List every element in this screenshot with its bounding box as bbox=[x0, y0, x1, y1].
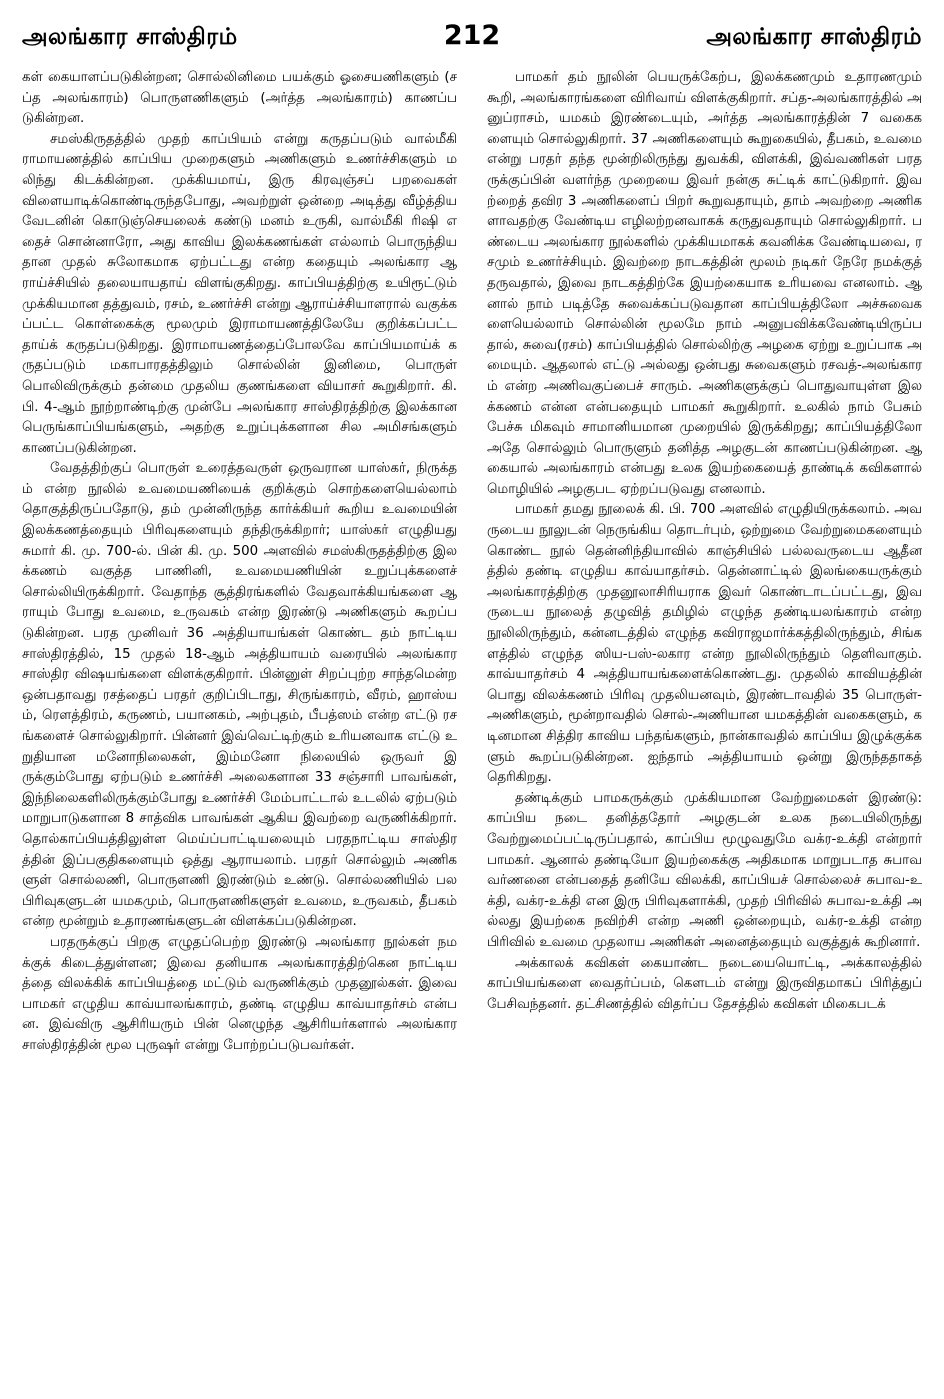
paragraph: பாமகர் தமது நூலைக் கி. பி. 700 அளவில் எழுதியிருக்கலாம். அவருடைய நூலுடன் நெருங்கிய தொடர்பும், ஒற்றுமை வேற்றுமைகளையும் கொண்ட நூல் தென்னிந்தியாவில் காஞ்சியில் பல்லவருடைய ஆதீனத்தில் தண்டி எழுதிய காவ்யாதர்சம். தென்னாட்டில் இலங்கையருக்கும் அலங்காரத்திற்கு முதனூலாசிரியராக இவர் கொண்டாடப்பட்டது, இவருடைய நூலைத் தழுவித் தமிழில் எழுந்த தண்டியலங்காரம் என்ற நூலிலிருந்தும், கன்னடத்தில் எழுந்த கவிராஜமார்க்கத்திலிருந்தும், சிங்களத்தில் எழுந்த ஸிய-பஸ்-லகார என்ற நூலிலிருந்தும் தெளிவாகும். காவ்யாதர்சம் 4 அத்தியாயங்களைக்கொண்டது. முதலில் காவியத்தின் பொது விலக்கணம் பிரிவு முதலியனவும், இரண்டாவதில் 35 பொருள்-அணிகளும், மூன்றாவதில் சொல்-அணியான யமகத்தின் வகைகளும், கடினமான சித்திர காவிய பந்தங்களும், நான்காவதில் காப்பிய இழுக்குக்களும் கூறப்படுகின்றன. ஐந்தாம் அத்தியாயம் ஒன்று இருந்ததாகத் தெரிகிறது. bbox=[487, 502, 922, 786]
paragraph: சமஸ்கிருதத்தில் முதற் காப்பியம் என்று கருதப்படும் வால்மீகி ராமாயணத்தில் காப்பிய முறைகளும் அணிகளும் உணர்ச்சிகளும் மலிந்து கிடக்கின்றன. முக்கியமாய், இரு கிரவுஞ்சப் பறவைகள் விளையாடிக்கொண்டிருந்தபோது, அவற்றுள் ஒன்றை அடித்து வீழ்த்திய வேடனின் கொடுஞ்செயலைக் கண்டு மனம் உருகி, வால்மீகி ரிஷி எதைச் சொன்னாரோ, அது காவிய இலக்கணங்கள் எல்லாம் பொருந்தியதான முதல் சுலோகமாக ஏற்பட்டது என்ற கதையும் அலங்கார ஆராய்ச்சியில் தலையாயதாய் விளங்குகிறது. காப்பியத்திற்கு உயிரூட்டும் முக்கியமான தத்துவம், ரசம், உணர்ச்சி என்று ஆராய்ச்சியாளரால் வகுக்கப்பட்ட கொள்கைக்கு மூலமும் இராமாயணத்திலேயே குறிக்கப்பட்டதாய்க் கருதப்படுகிறது. இராமாயணத்தைப்போலவே காப்பியமாய்க் கருதப்படும் மகாபாரதத்திலும் சொல்லின் இனிமை, பொருள் பொலிவிருக்கும் தன்மை முதலிய குணங்களை வியாசர் கூறுகிறார். கி. பி. 4-ஆம் நூற்றாண்டிற்கு முன்பே அலங்கார சாஸ்திரத்திற்கு இலக்கான பெருங்காப்பியங்களும், அதற்கு உறுப்புக்களான சில அமிசங்களும் காணப்படுகின்றன. bbox=[22, 131, 457, 456]
paragraph: அக்காலக் கவிகள் கையாண்ட நடையையொட்டி, அக்காலத்தில் காப்பியங்களை வைதர்ப்பம், கௌடம் என்று இருவிதமாகப் பிரித்துப் பேசிவந்தனர். தட்சிணத்தில் விதர்ப்ப தேசத்தில் கவிகள் மிகைபடக் bbox=[487, 955, 922, 1012]
text-columns bbox=[22, 68, 922, 1393]
paragraph: பாமகர் தம் நூலின் பெயருக்கேற்ப, இலக்கணமும் உதாரணமும் கூறி, அலங்காரங்களை விரிவாய் விளக்குகிறார். சப்த-அலங்காரத்தில் அனுப்ராசம், யமகம் இரண்டையும், அர்த்த அலங்காரத்தின் 7 வகைகளையும் சொல்லுகிறார். 37 அணிகளையும் கூறுகையில், தீபகம், உவமை என்று பரதர் தந்த மூன்றிலிருந்து துவக்கி, விளக்கி, இவ்வணிகள் பரதருக்குப்பின் வளர்ந்த முறையை இவர் நன்கு சுட்டிக் காட்டுகிறார். இவற்றைத் தவிர 3 அணிகளைப் பிறர் கூறுவதாயும், தாம் அவற்றை அணிகளாவதற்கு வேண்டிய எழிலற்றனவாகக் கருதுவதாயும் சொல்லுகிறார். பண்டைய அலங்கார நூல்களில் முக்கியமாகக் கவனிக்க வேண்டியவை, ரசமும் உணர்ச்சியும். இவற்றை நாடகத்தின் மூலம் நடிகர் நேரே நமக்குத் தருவதால், இவை நாடகத்திற்கே இயற்கையாக உரியவை எனலாம். ஆனால் நாம் படித்தே சுவைக்கப்படுவதான காப்பியத்திலோ அச்சுவைகளையெல்லாம் சொல்லின் மூலமே நாம் அனுபவிக்கவேண்டியிருப்பதால், சுவை(ரசம்) காப்பியத்தில் சொல்லிற்கு அழகை ஏற்று உறுப்பாக அமையும். ஆதலால் எட்டு அல்லது ஒன்பது சுவைகளும் ரசவத்-அலங்காரம் என்ற அணிவகுப்பைச் சாரும். அணிகளுக்குப் பொதுவாயுள்ள இலக்கணம் என்ன என்பதையும் பாமகர் கூறுகிறார். உலகில் நாம் பேசும் பேச்சு மிகவும் சாமானியமான முறையில் இருக்கிறது; காப்பியத்திலோ அதே சொல்லும் பொருளும் தனித்த அழகுடன் காணப்படுகின்றன. ஆகையால் அலங்காரம் என்பது உலக இயற்கையைத் தாண்டிக் கவிகளால் மொழியில் அழகுபட ஏற்றப்படுவது எனலாம். bbox=[487, 70, 922, 497]
right-column bbox=[487, 68, 922, 1393]
paragraph: கள் கையாளப்படுகின்றன; சொல்லினிமை பயக்கும் ஓசையணிகளும் (சப்த அலங்காரம்) பொருளணிகளும் (அர்த்த அலங்காரம்) காணப்படுகின்றன. bbox=[22, 70, 457, 127]
paragraph: வேதத்திற்குப் பொருள் உரைத்தவருள் ஒருவரான யாஸ்கர், நிருக்தம் என்ற நூலில் உவமையணியைக் குறிக்கும் சொற்களையெல்லாம் தொகுத்திருப்பதோடு, தம் முன்னிருந்த கார்க்கியர் கூறிய உவமையின் இலக்கணத்தையும் பிரிவுகளையும் தந்திருக்கிறார்; யாஸ்கர் எழுதியது சுமார் கி. மு. 700-ல். பின் கி. மு. 500 அளவில் சமஸ்கிருதத்திற்கு இலக்கணம் வகுத்த பாணினி, உவமையணியின் உறுப்புக்களைச் சொல்லியிருக்கிறார். வேதாந்த சூத்திரங்களில் வேதவாக்கியங்களை ஆராயும் போது உவமை, உருவகம் என்ற இரண்டு அணிகளும் கூறப்படுகின்றன. பரத முனிவர் 36 அத்தியாயங்கள் கொண்ட தம் நாட்டிய சாஸ்திரத்தில், 15 முதல் 18-ஆம் அத்தியாயம் வரையில் அலங்கார சாஸ்திர விஷயங்களை விளக்குகிறார். பின்னுள் சிறப்புற்ற சாந்தமென்ற ஒன்பதாவது ரசத்தைப் பரதர் குறிப்பிடாது, சிருங்காரம், வீரம், ஹாஸ்யம், ரௌத்திரம், கருணம், பயானகம், அற்புதம், பீபத்ஸம் என்ற எட்டு ரசங்களைச் சொல்லுகிறார். பின்னர் இவ்வெட்டிற்கும் உரியனவாக எட்டு உறுதியான மனோநிலைகள், இம்மனோ நிலையில் ஒருவர் இருக்கும்போது ஏற்படும் உணர்ச்சி அலைகளான 33 சஞ்சாரி பாவங்கள், இந்நிலைகளிலிருக்கும்போது உணர்ச்சி மேம்பாட்டால் உடலில் ஏற்படும் மாறுபாடுகளான 8 சாத்விக பாவங்கள் ஆகிய இவற்றை வருணிக்கிறார். தொல்காப்பியத்திலுள்ள மெய்ப்பாட்டியலையும் பரதநாட்டிய சாஸ்திரத்தின் இப்பகுதிகளையும் ஒத்து ஆராயலாம். பரதர் சொல்லும் அணிகளுள் சொல்லணி, பொருளணி இரண்டும் உண்டு. சொல்லணியில் பல பிரிவுகளுடன் யமகமும், பொருளணிகளுள் உவமை, உருவகம், தீபகம் என்ற மூன்றும் உதாரணங்களுடன் விளக்கப்படுகின்றன. bbox=[22, 461, 457, 930]
paragraph: தண்டிக்கும் பாமகருக்கும் முக்கியமான வேற்றுமைகள் இரண்டு: காப்பிய நடை தனித்ததோர் அழகுடன் உலக நடையிலிருந்து வேற்றுமைப்பட்டிருப்பதால், காப்பிய மூழுவதுமே வக்ர-உக்தி என்றார் பாமகர். ஆனால் தண்டியோ இயற்கைக்கு அதிகமாக மாறுபடாத சுபாவ வர்ணனை என்பதைத் தனியே விலக்கி, காப்பியச் சொல்லைச் சுபாவ-உக்தி, வக்ர-உக்தி என இரு பிரிவுகளாக்கி, முதற் பிரிவில் சுபாவ-உக்தி அல்லது இயற்கை நவிற்சி என்ற அணி ஒன்றையும், வக்ர-உக்தி என்ற பிரிவில் உவமை முதலாய அணிகள் அனைத்தையும் வகுத்துக் கூறினார். bbox=[487, 790, 922, 950]
left-column bbox=[22, 68, 457, 1393]
page-header bbox=[22, 20, 922, 62]
running-head-right: அலங்கார சாஸ்திரம் bbox=[706, 24, 922, 50]
page-number: 212 bbox=[443, 20, 501, 51]
running-head-left: அலங்கார சாஸ்திரம் bbox=[22, 24, 238, 50]
paragraph: பரதருக்குப் பிறகு எழுதப்பெற்ற இரண்டு அலங்கார நூல்கள் நமக்குக் கிடைத்துள்ளன; இவை தனியாக அலங்காரத்திற்கென நாட்டியத்தை விலக்கிக் காப்பியத்தை மட்டும் வருணிக்கும் முதனூல்கள். இவை பாமகர் எழுதிய காவ்யாலங்காரம், தண்டி எழுதிய காவ்யாதர்சம் என்பன. இவ்விரு ஆசிரியரும் பின் னெழுந்த ஆசிரியர்களால் அலங்கார சாஸ்திரத்தின் மூல புருஷர் என்று போற்றப்படுபவர்கள். bbox=[22, 934, 457, 1053]
